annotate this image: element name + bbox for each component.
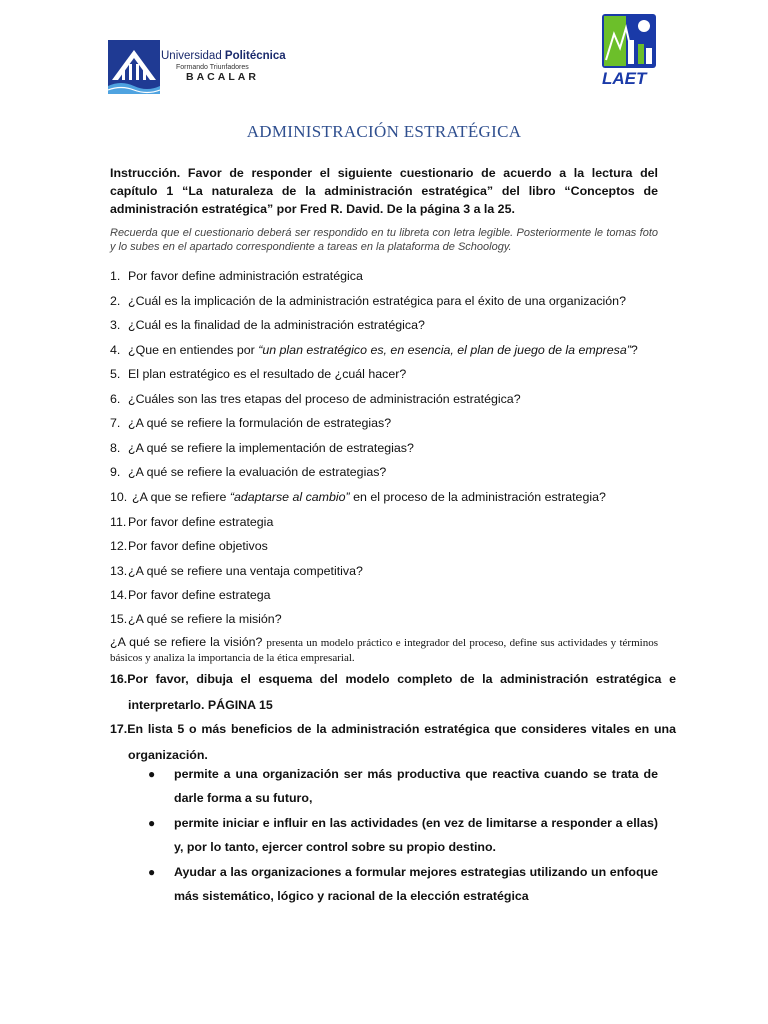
bullet-icon: ● — [148, 816, 156, 830]
question-number: 6. — [110, 392, 121, 406]
question-item — [110, 464, 386, 480]
question-number: 1. — [110, 269, 121, 283]
question-number: 15. — [110, 612, 128, 626]
bullet-icon: ● — [148, 767, 156, 781]
university-motto: Formando Triunfadores — [176, 64, 249, 71]
question-item — [110, 391, 521, 407]
question-quote: “adaptarse al cambio” — [229, 490, 350, 504]
question-number: 10. — [110, 490, 128, 504]
university-logo — [108, 40, 286, 96]
bullet-icon: ● — [148, 865, 156, 879]
question-text: ¿Que en entiendes por — [128, 343, 259, 357]
vision-question: ¿A qué se refiere la visión? — [110, 635, 267, 649]
list-item-text: permite iniciar e influir en las actividades (en vez de limitarse a responder a ellas) y, por lo tanto, ejercer control sobre su propio destino. — [174, 816, 658, 854]
list-item-text: Ayudar a las organizaciones a formular mejores estrategias utilizando un enfoque más sistemático, lógico y racional de la elección estratégica — [174, 865, 658, 903]
question-number: 12. — [110, 539, 128, 553]
page-title: ADMINISTRACIÓN ESTRATÉGICA — [246, 122, 522, 141]
question-text: Por favor, dibuja el esquema del modelo completo de la administración estratégica e interpretarlo. PÁGINA 15 — [127, 672, 676, 712]
question-text: ¿A qué se refiere una ventaja competitiva? — [128, 564, 363, 578]
question-item — [110, 514, 273, 530]
list-item — [148, 811, 658, 859]
question-number: 17. — [110, 722, 128, 736]
question-number: 7. — [110, 416, 121, 430]
question-text: ¿A qué se refiere la implementación de estrategias? — [128, 441, 414, 455]
question-item — [110, 317, 425, 333]
question-text: Por favor define administración estratégica — [128, 269, 363, 283]
question-text: Por favor define estrategia — [128, 515, 274, 529]
question-text: El plan estratégico es el resultado de ¿cuál hacer? — [128, 367, 407, 381]
question-text-end: en el proceso de la administración estrategia? — [349, 490, 606, 504]
question-item — [110, 268, 363, 284]
question-text: ¿Cuál es la implicación de la administración estratégica para el éxito de una organización? — [128, 294, 626, 308]
question-item — [110, 611, 282, 627]
question-number: 2. — [110, 294, 121, 308]
question-text: Por favor define estratega — [128, 588, 271, 602]
question-17 — [110, 716, 676, 768]
list-item — [148, 762, 658, 810]
question-number: 9. — [110, 465, 121, 479]
question-item — [110, 538, 268, 554]
list-item-text: permite a una organización ser más productiva que reactiva cuando se trata de darle forma a su futuro, — [174, 767, 658, 805]
vision-text: presenta un modelo práctico e integrador del proceso, define sus actividades y términos básicos y analiza la importancia de la ética empresarial. — [110, 637, 658, 664]
university-name-bold: Politécnica — [224, 50, 286, 62]
question-item — [110, 415, 391, 431]
question-text: ¿A qué se refiere la evaluación de estrategias? — [128, 465, 387, 479]
instruction-paragraph: Instrucción. Favor de responder el siguiente cuestionario de acuerdo a la lectura del capítulo 1 “La naturaleza de la administración estratégica” del libro “Conceptos de administración estratégica” por Fred R. David. De la página 3 a la 25. — [110, 166, 658, 216]
laet-logo — [598, 14, 658, 90]
question-item — [110, 440, 414, 456]
list-item — [148, 860, 658, 908]
note-paragraph: Recuerda que el cuestionario deberá ser respondido en tu libreta con letra legible. Posteriormente le tomas foto y lo subes en el apartado correspondiente a tareas en la plataforma de Schoology. — [110, 227, 658, 253]
question-number: 4. — [110, 343, 121, 357]
laet-emblem-icon — [598, 14, 658, 70]
question-text: ¿A qué se refiere la formulación de estrategias? — [128, 416, 392, 430]
question-16 — [110, 666, 676, 718]
question-text: En lista 5 o más beneficios de la administración estratégica que consideres vitales en una organización. — [127, 722, 676, 762]
question-item — [110, 342, 638, 358]
question-quote: “un plan estratégico es, en esencia, el plan de juego de la empresa” — [258, 343, 631, 357]
question-number: 8. — [110, 441, 121, 455]
question-number: 16. — [110, 672, 128, 686]
question-text: ¿A qué se refiere la misión? — [128, 612, 282, 626]
laet-logo-text: LAET — [602, 69, 647, 88]
question-item — [110, 293, 626, 309]
university-name — [161, 50, 286, 62]
question-text: Por favor define objetivos — [128, 539, 268, 553]
question-text: ¿A que se refiere — [132, 490, 230, 504]
question-item — [110, 563, 363, 579]
question-item — [110, 489, 606, 505]
university-city: BACALAR — [186, 71, 259, 83]
question-text-end: ? — [630, 343, 638, 357]
question-item — [110, 587, 271, 603]
question-item — [110, 366, 406, 382]
question-number: 11. — [110, 515, 127, 529]
vision-paragraph — [110, 635, 658, 665]
question-number: 5. — [110, 367, 121, 381]
question-number: 14. — [110, 588, 128, 602]
question-number: 13. — [110, 564, 128, 578]
university-emblem-icon — [108, 40, 160, 94]
question-text: ¿Cuál es la finalidad de la administración estratégica? — [128, 318, 425, 332]
university-name-prefix: Universidad — [161, 50, 225, 62]
question-text: ¿Cuáles son las tres etapas del proceso de administración estratégica? — [128, 392, 521, 406]
question-number: 3. — [110, 318, 121, 332]
